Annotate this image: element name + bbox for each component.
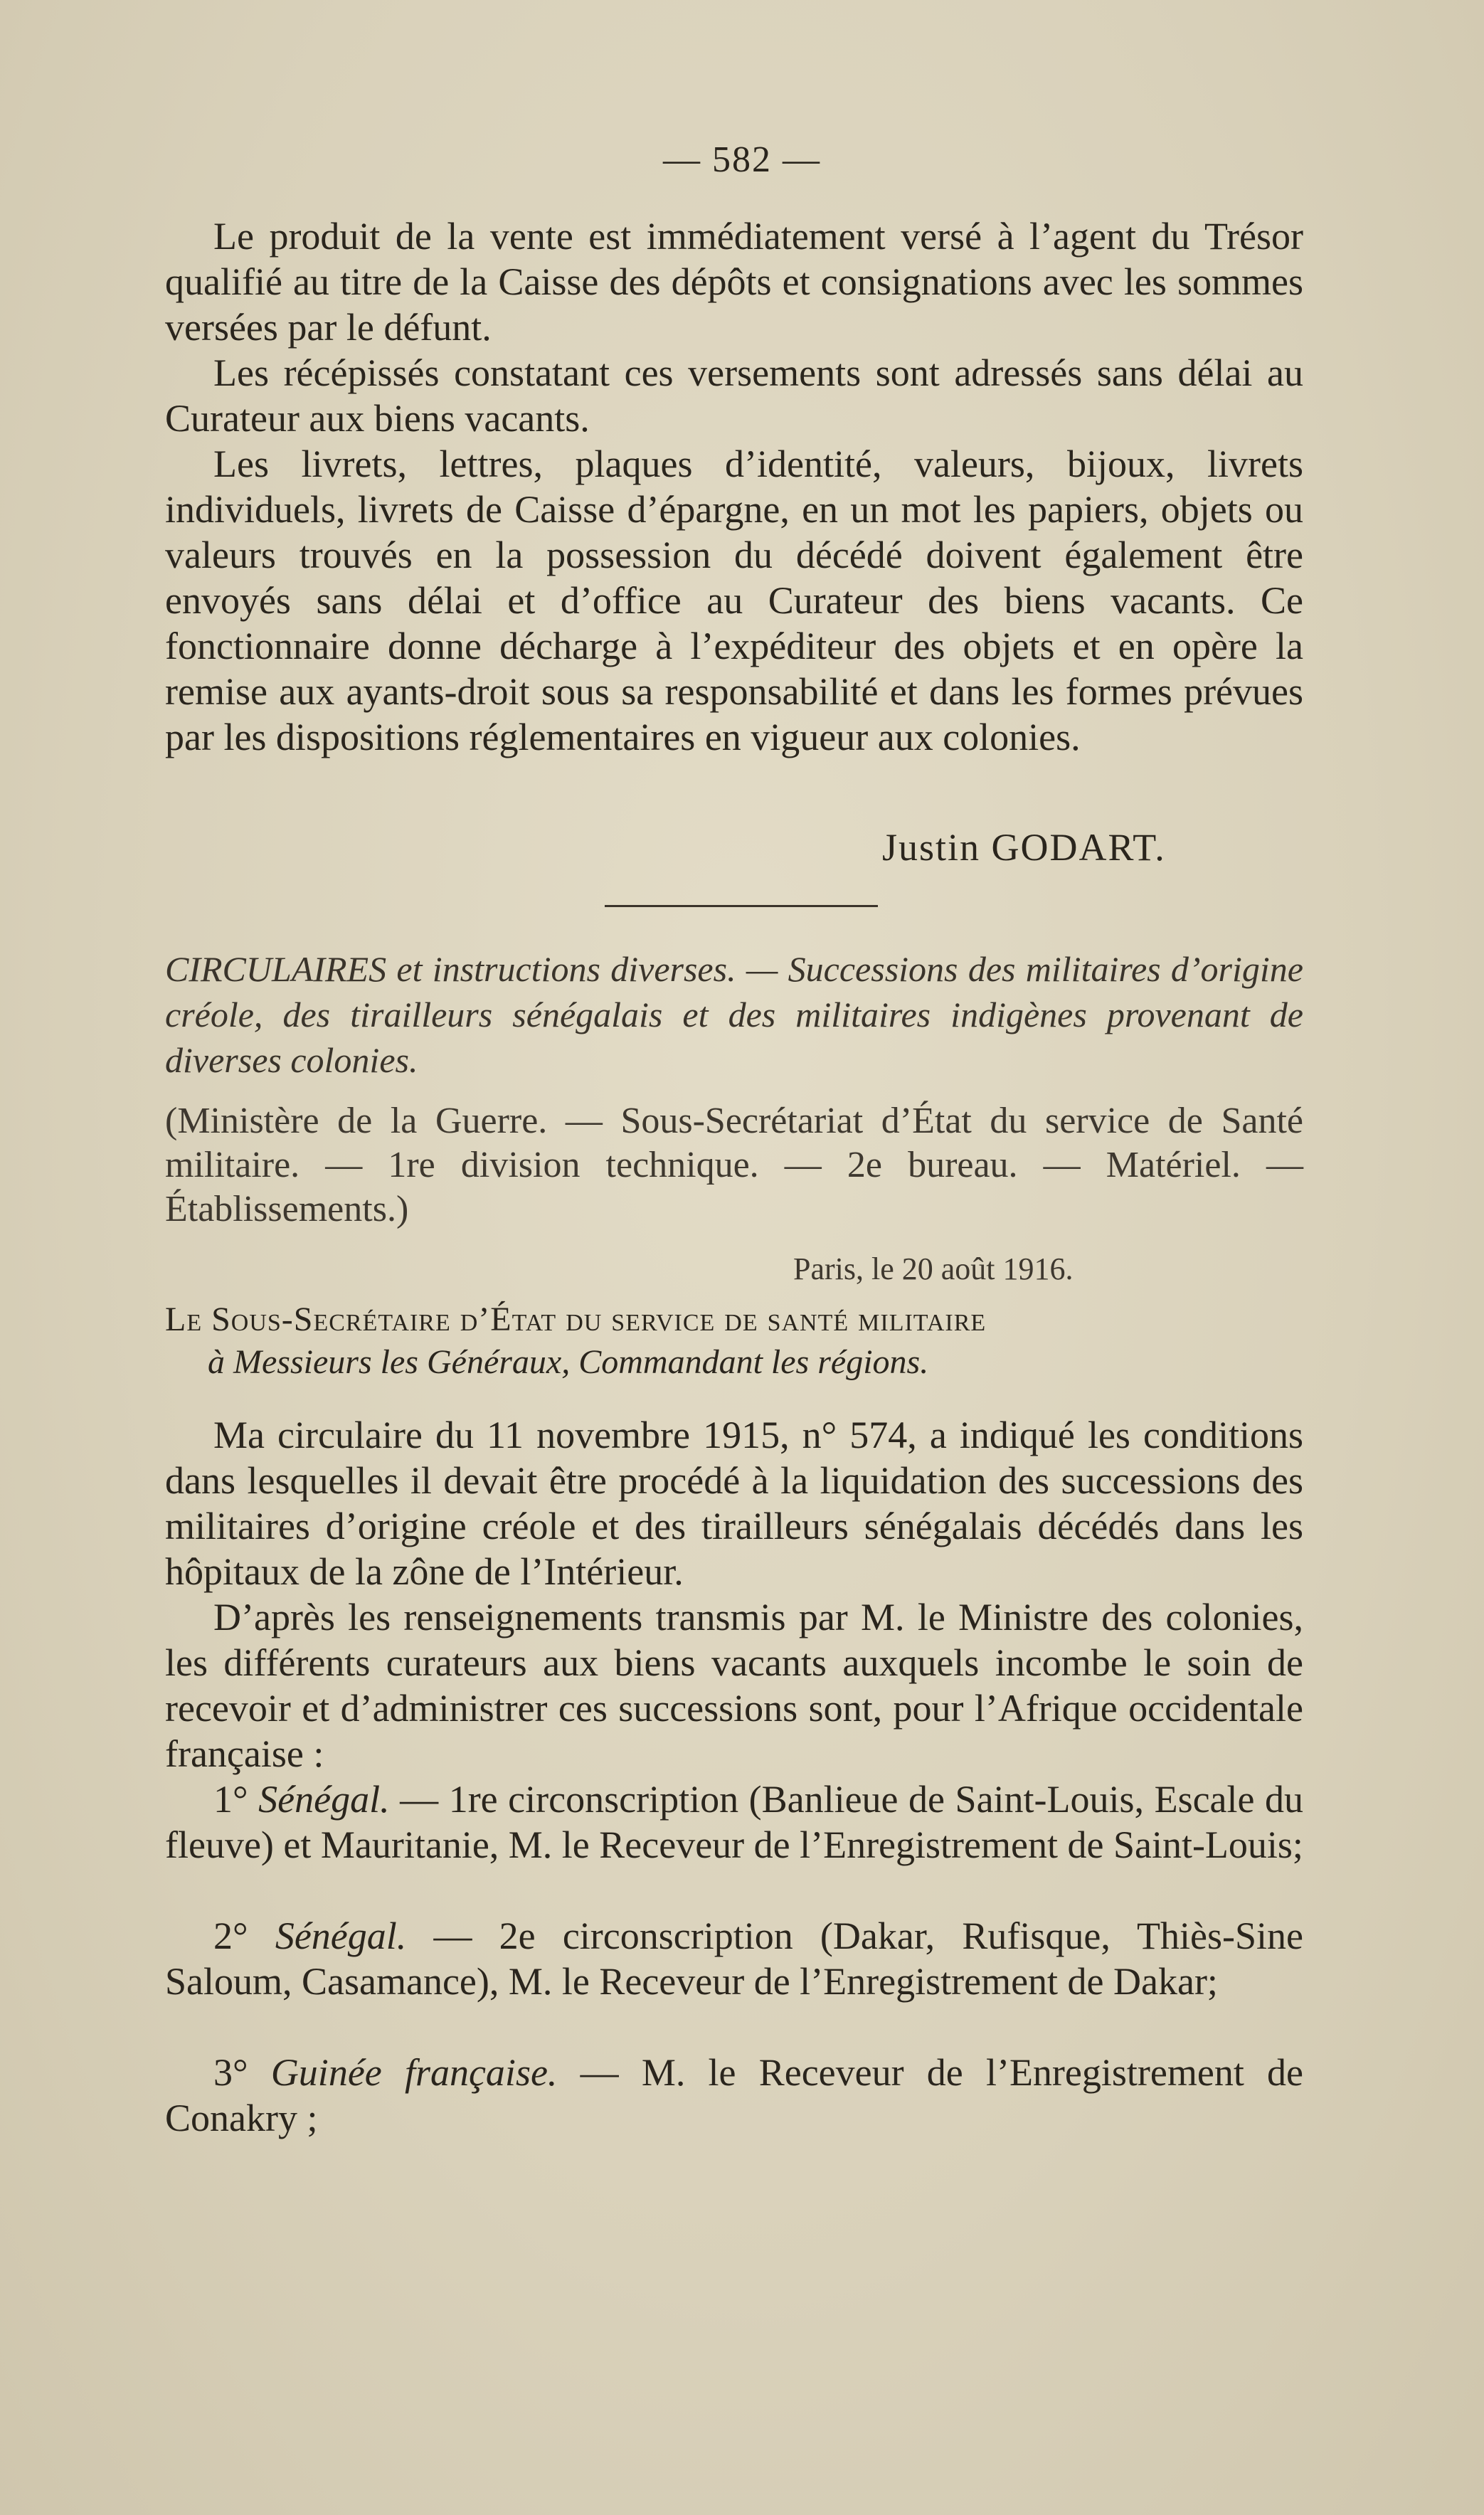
paragraph-1-text: Le produit de la vente est immédiatement versé à l’agent du Trésor qualifié au titre de la Caisse des dépôts et consignations avec les sommes versées par le défunt. [165,215,1303,349]
page-number: — 582 — [663,139,821,180]
item-2-text: — 2e circonscription (Dakar, Rufisque, Thiès-Sine Saloum, Casamance), M. le Receveur de l’Enregistrement de Dakar; [165,1915,1304,2003]
addressee-title [165,1298,1303,1384]
section-divider [605,905,878,907]
list-item-senegal-2 [165,1913,1303,2004]
paragraph-2-text: Les récépissés constatant ces versements sont adressés sans délai au Curateur aux biens vacants. [165,351,1303,440]
heading-rest: et instructions diverses. — Successions des militaires d’origine créole, des tirailleurs sénégalais et des militaires indigènes provenant de diverses colonies. [165,949,1303,1080]
title-sub: à Messieurs les Généraux, Commandant les régions. [208,1343,929,1381]
ministry-text: (Ministère de la Guerre. — Sous-Secrétariat d’État du service de Santé militaire. — 1re division technique. — 2e bureau. — Matériel. — Établissements.) [165,1101,1303,1229]
body-1-text: Ma circulaire du 11 novembre 1915, n° 574, a indiqué les conditions dans lesquelles il devait être procédé à la liquidation des successions des militaires d’origine créole et des tirailleurs sénégalais décédés dans les hôpitaux de la zône de l’Intérieur. [165,1414,1303,1593]
paragraph-circular-reference [165,1412,1303,1594]
paragraph-sale-proceeds [165,213,1303,350]
paragraph-effects [165,441,1303,760]
item-1-place: Sénégal. [258,1778,390,1821]
item-2-num: 2° [213,1915,248,1957]
signature: Justin GODART. [882,826,1166,869]
paragraph-receipts [165,350,1303,441]
list-item-senegal-1 [165,1777,1303,1868]
item-3-text: — M. le Receveur de l’Enregistrement de Conakry ; [165,2051,1303,2139]
paragraph-3-text: Les livrets, lettres, plaques d’identité, valeurs, bijoux, livrets individuels, livrets de Caisse d’épargne, en un mot les papiers, objets ou valeurs trouvés en la possession du décédé doivent également être envoyés sans délai et d’office au Curateur des biens vacants. Ce fonctionnaire donne décharge à l’expéditeur des objets et en opère la remise aux ayants-droit sous sa responsabilité et dans les formes prévues par les dispositions réglementaires en vigueur aux colonies. [165,443,1303,758]
list-item-guinee [165,2050,1303,2141]
item-1-text: — 1re circonscription (Banlieue de Saint-Louis, Escale du fleuve) et Mauritanie, M. le Receveur de l’Enregistrement de Saint-Louis; [165,1778,1304,1866]
item-2-place: Sénégal. [275,1915,407,1957]
body-2-text: D’après les renseignements transmis par M. le Ministre des colonies, les différents curateurs aux biens vacants auxquels incombe le soin de recevoir et d’administrer ces successions sont, pour l’Afrique occidentale française : [165,1596,1303,1775]
circular-heading [165,946,1303,1083]
title-line: Le Sous-Secrétaire d’État du service de santé militaire [165,1301,987,1338]
date-line: Paris, le 20 août 1916. [793,1251,1074,1286]
item-1-num: 1° [213,1778,248,1821]
item-3-num: 3° [213,2051,248,2094]
ministry-line [165,1099,1303,1232]
paragraph-curators [165,1594,1303,1777]
heading-lead: CIRCULAIRES [165,949,387,989]
item-3-place: Guinée française. [270,2051,558,2094]
